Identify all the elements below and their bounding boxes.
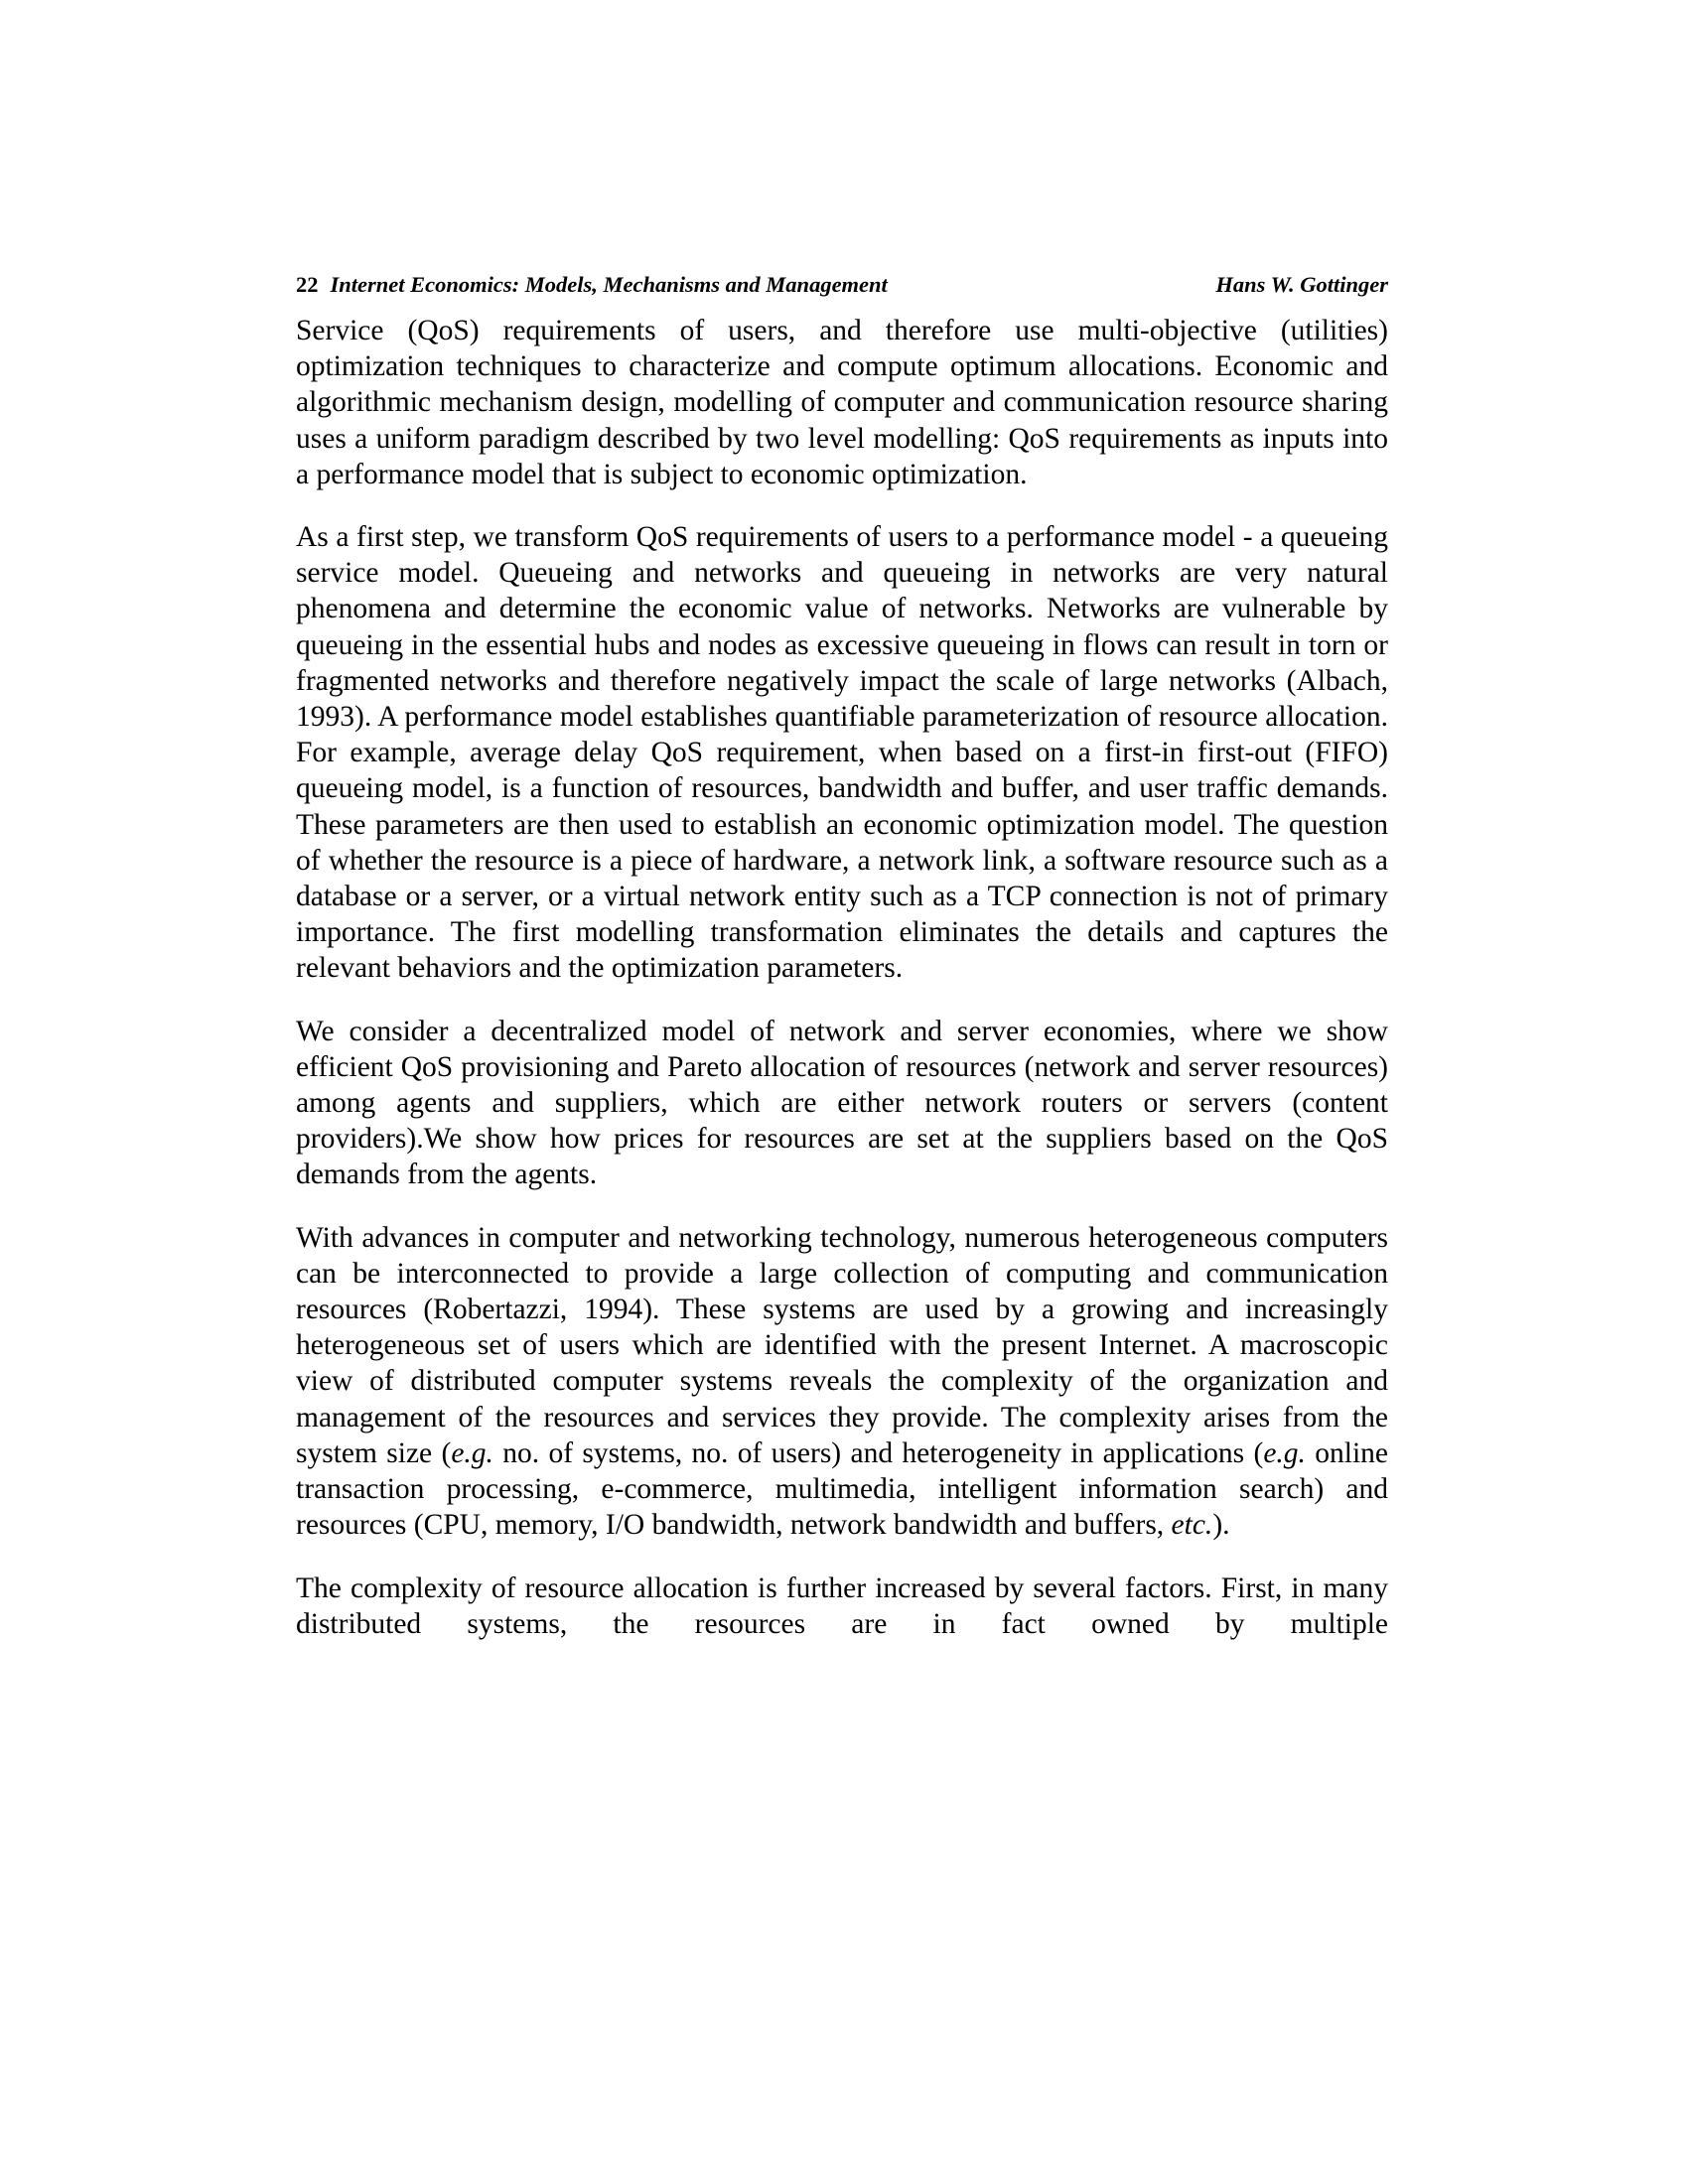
paragraph-4-text: no. of systems, no. of users) and heterogeneity in applications ( [492,1436,1264,1469]
paragraph-2: As a first step, we transform QoS requirements of users to a performance model - a queueing service model. Queueing and networks and queueing in networks are very natural phenomena and determine the economic value of networks. Networks are vulnerable by queueing in the essential hubs and nodes as excessive queueing in flows can result in torn or fragmented networks and therefore negatively impact the scale of large networks (Albach, 1993). A performance model establishes quantifiable parameterization of resource allocation. For example, average delay QoS requirement, when based on a first-in first-out (FIFO) queueing model, is a function of resources, bandwidth and buffer, and user traffic demands. These parameters are then used to establish an economic optimization model. The question of whether the resource is a piece of hardware, a network link, a software resource such as a database or a server, or a virtual network entity such as a TCP connection is not of primary importance. The first modelling transformation eliminates the details and captures the relevant behaviors and the optimization parameters. [296,521,1388,985]
italic-etc: etc. [1171,1509,1213,1542]
running-header [296,270,1388,300]
paragraph-4-text: With advances in computer and networking technology, numerous heterogeneous computers can be interconnected to provide a large collection of computing and communication resources (Robertazzi, 1994). These systems are used by a growing and increasingly heterogeneous set of users which are identified with the present Internet. A macroscopic view of distributed computer systems reveals the complexity of the organization and management of the resources and services they provide. The complexity arises from the system size ( [296,1221,1388,1469]
paragraph-1: Service (QoS) requirements of users, and therefore use multi-objective (utilities) optimization techniques to characterize and compute optimum allocations. Economic and algorithmic mechanism design, modelling of computer and communication resource sharing uses a uniform paradigm described by two level modelling: QoS requirements as inputs into a performance model that is subject to economic optimization. [296,315,1388,490]
paragraph-4 [296,1220,1388,1544]
paragraph-3: We consider a decentralized model of network and server economies, where we show efficient QoS provisioning and Pareto allocation of resources (network and server resources) among agents and suppliers, which are either network routers or servers (content providers).We show how prices for resources are set at the suppliers based on the QoS demands from the agents. [296,1015,1388,1191]
page-number: 22 [296,272,319,297]
paragraph-4-text: online transaction processing, e-commerce, multimedia, intelligent information search) and resources (CPU, memory, I/O bandwidth, network bandwidth and buffers, [296,1436,1388,1542]
italic-eg: e.g. [1263,1436,1306,1469]
author-name: Hans W. Gottinger [1215,272,1388,297]
paragraph-4-text: ). [1212,1509,1230,1542]
document-page [296,270,1388,1642]
book-title: Internet Economics: Models, Mechanisms and Management [330,272,888,297]
paragraph-5: The complexity of resource allocation is further increased by several factors. First, in many distributed systems, the resources are in fact owned by multiple [296,1571,1388,1640]
header-left [296,270,888,300]
body-text [296,313,1388,1642]
italic-eg: e.g. [451,1436,493,1469]
